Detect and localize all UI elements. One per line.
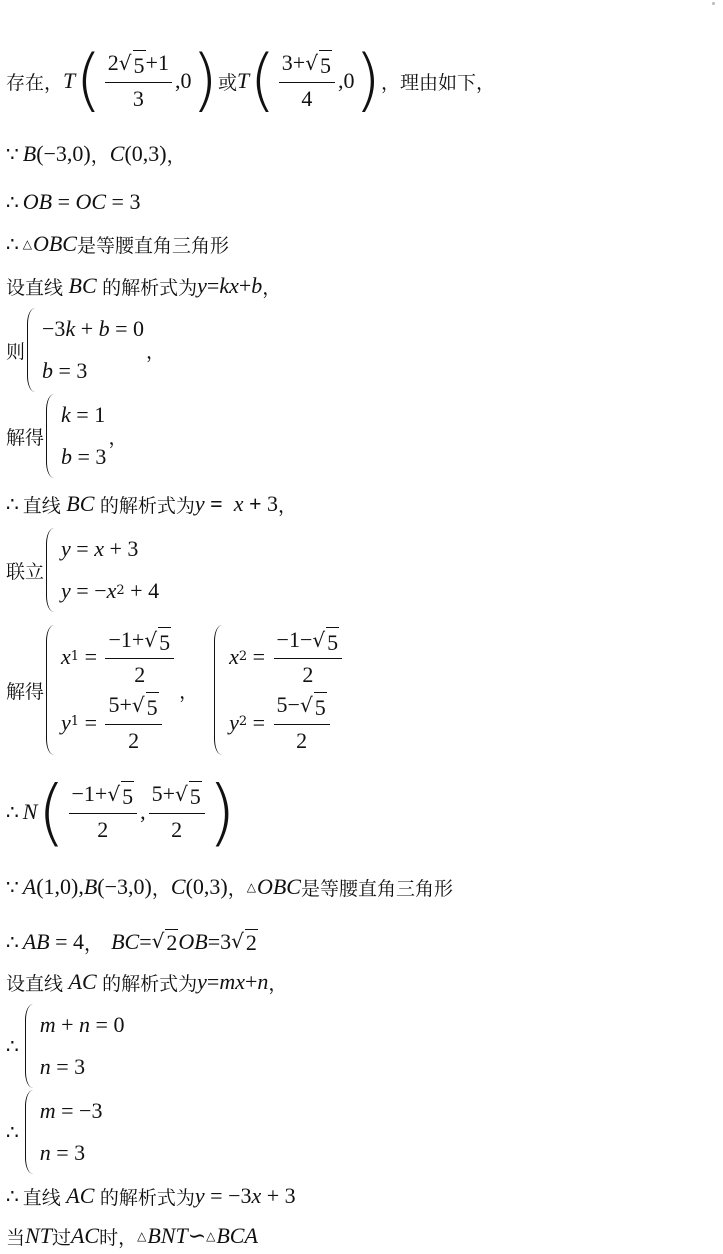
text-set-line-2: 设直线: [6, 972, 64, 995]
line-8: ∴ 直线 BC 的解析式为 y = x + 3 ，: [6, 491, 298, 517]
line-6: 则 −3 k + b = 0 b = 3 ，: [6, 314, 717, 386]
text-passes: 过: [51, 1226, 71, 1249]
text-analytic-2: 的解析式为: [99, 494, 195, 517]
text-isosceles: 是等腰直角三角形: [76, 234, 229, 257]
text-time: 时，: [99, 1226, 138, 1249]
line-14: 设直线 AC 的解析式为 y = mx + n ，: [6, 969, 288, 995]
text-isosceles-2: 是等腰直角三角形: [300, 877, 453, 900]
line-17: ∴ 直线 AC 的解析式为 y = −3 x + 3: [6, 1183, 296, 1209]
line-16: ∴ m = −3 n = 3: [6, 1096, 717, 1168]
text-analytic-3: 的解析式为: [102, 972, 198, 995]
text-set-line: 设直线: [6, 276, 64, 299]
line-3: ∴ OB = OC = 3: [6, 189, 141, 214]
line-1: 存在， T ( 2 √ 5 +1 3 ,0 ) 或 T ( 3+ √ 5 4 ,0 ) ，理由如下，: [6, 41, 496, 120]
line-15: ∴ m + n = 0 n = 3: [6, 1010, 717, 1082]
text-exists: 存在，: [6, 71, 64, 94]
line-11: ∴ N ( −1+ √ 5 2 , 5+ √ 5 2 ): [6, 770, 236, 854]
text-analytic: 的解析式为: [102, 276, 198, 299]
text-solve-2: 解得: [6, 680, 45, 703]
text-line-2: 直线: [22, 1186, 61, 1209]
line-18: 当 NT 过 AC 时， △ BNT ∽ △ BCA: [6, 1223, 258, 1249]
line-4: ∴ △ OBC 是等腰直角三角形: [6, 231, 229, 257]
line-13: ∴ AB = 4 ， BC = √ 2 OB =3 √ 2: [6, 928, 257, 955]
text-when: 当: [6, 1226, 26, 1249]
text-reason: ，理由如下，: [381, 71, 496, 94]
line-9: 联立 y = x + 3 y = − x 2 + 4: [6, 534, 717, 606]
line-12: ∵ A (1,0), B (−3,0) ， C (0,3) ， △ OBC 是等腰直角三角形: [6, 874, 453, 900]
fraction-t1: 2 √ 5 +1 3: [105, 48, 172, 113]
text-solve: 解得: [6, 426, 45, 449]
text-then: 则: [6, 340, 26, 363]
text-or: 或: [218, 71, 238, 94]
line-7: 解得 k = 1 b = 3 ，: [6, 400, 717, 472]
text-simul: 联立: [6, 560, 45, 583]
corner-dot: [712, 2, 715, 5]
line-5: 设直线 BC 的解析式为 y = kx + b ，: [6, 273, 282, 299]
line-10: 解得 x 1 = −1+ √ 5 2 y 1 = 5+ √ 5 2 ， x 2 = −1− √ 5 2 y 2 = 5− √ 5 2: [6, 620, 717, 760]
line-2: ∵ B (−3,0) ， C (0,3) ，: [6, 141, 186, 167]
fraction-t2: 3+ √ 5 4: [279, 48, 335, 113]
text-line: 直线: [22, 494, 61, 517]
text-analytic-4: 的解析式为: [99, 1186, 195, 1209]
